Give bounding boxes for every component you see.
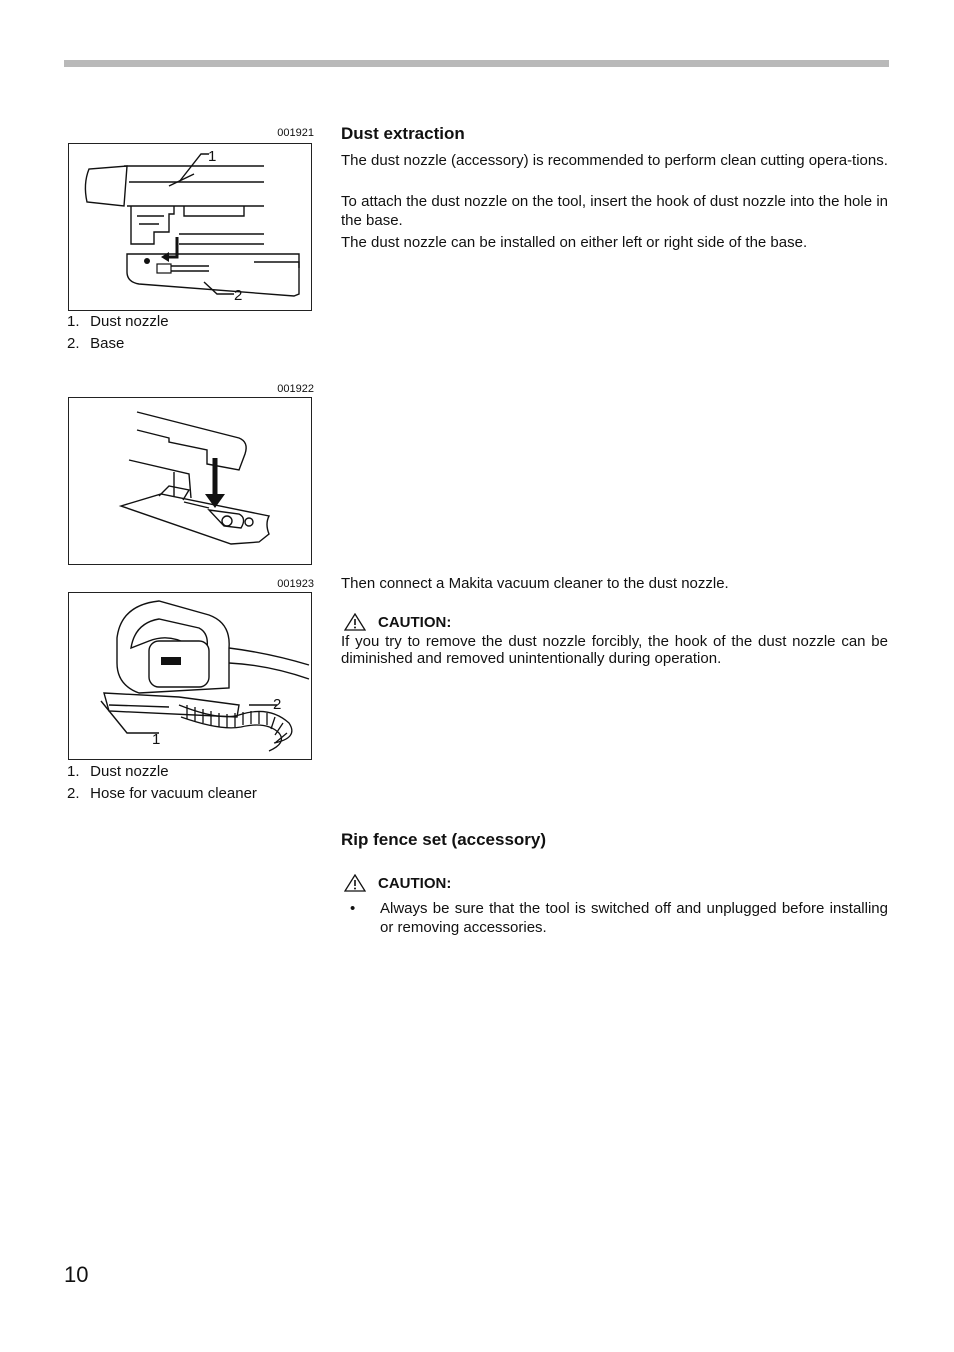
- callout-2: 2: [234, 287, 243, 304]
- warning-triangle-icon: [344, 874, 366, 892]
- paragraph: To attach the dust nozzle on the tool, insert the hook of dust nozzle into the hole in the base.: [341, 193, 888, 229]
- page-number: 10: [64, 1262, 89, 1287]
- bullet-text: Always be sure that the tool is switched off and unplugged before installing or removing accessories.: [380, 900, 888, 936]
- paragraph: The dust nozzle (accessory) is recommended to perform clean cutting opera-tions.: [341, 152, 888, 169]
- figure-code: 001923: [277, 578, 314, 590]
- figure-code: 001921: [277, 127, 314, 139]
- section-heading-dust-extraction: Dust extraction: [341, 124, 465, 143]
- section-heading-rip-fence: Rip fence set (accessory): [341, 830, 547, 849]
- caution-text: If you try to remove the dust nozzle forcibly, the hook of the dust nozzle can be diminished and removed unintentionally during operation.: [341, 633, 888, 667]
- header-rule: [64, 60, 889, 67]
- figure-code: 001922: [277, 383, 314, 395]
- callout-1: 1: [208, 148, 217, 165]
- bullet-item: [341, 899, 888, 937]
- legend-item: 1. Dust nozzle: [67, 763, 169, 780]
- bullet-symbol: •: [350, 900, 356, 917]
- warning-triangle-icon: [344, 613, 366, 631]
- caution-label: CAUTION:: [344, 874, 451, 892]
- figure-legend: [67, 311, 169, 355]
- callout-2: 2: [273, 696, 282, 713]
- legend-item: 2. Base: [67, 335, 125, 352]
- callout-1: 1: [152, 731, 161, 748]
- legend-item: 1. Dust nozzle: [67, 313, 169, 330]
- caution-label: CAUTION:: [344, 613, 451, 631]
- figure-vacuum-hose: [68, 592, 312, 760]
- dust-nozzle-illustration: [69, 144, 310, 309]
- paragraph: The dust nozzle can be installed on either left or right side of the base.: [341, 234, 808, 251]
- figure-dust-nozzle-base: [68, 143, 312, 311]
- paragraph: Then connect a Makita vacuum cleaner to the dust nozzle.: [341, 575, 729, 592]
- vacuum-hose-illustration: [69, 593, 310, 758]
- legend-item: 2. Hose for vacuum cleaner: [67, 785, 257, 802]
- figure-legend: [67, 761, 257, 805]
- nozzle-install-illustration: [69, 398, 310, 563]
- figure-nozzle-install: [68, 397, 312, 565]
